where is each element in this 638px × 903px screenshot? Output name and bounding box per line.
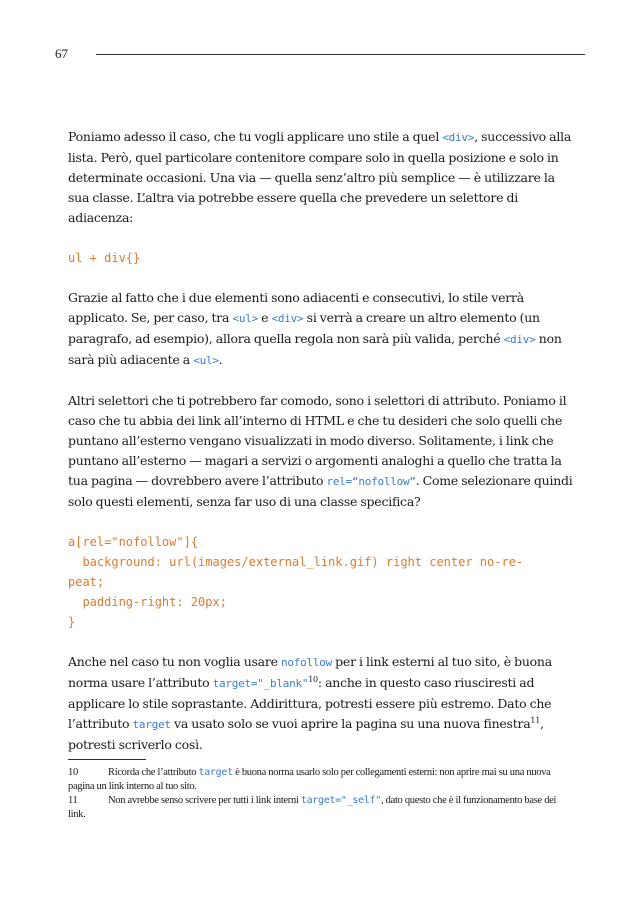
footnote-number: 10: [68, 767, 78, 778]
inline-code: rel=“nofollow”: [326, 475, 416, 488]
page-body: [68, 127, 573, 822]
inline-code: target="_blank": [212, 677, 309, 690]
footnote: 10 Ricorda che l’attributo target è buona norma usarlo solo per collegamenti esterni: non aprire mai su una nuova pagina un link interno al tuo sito.: [68, 767, 551, 792]
footnote-ref: 11: [530, 715, 541, 725]
inline-code: <div>: [271, 312, 304, 325]
inline-code: <div>: [442, 131, 475, 144]
inline-code: nofollow: [280, 656, 332, 669]
footnote-separator: [68, 759, 146, 760]
inline-code: <div>: [503, 333, 536, 346]
paragraph-adjacent-explanation: Grazie al fatto che i due elementi sono adiacenti e consecutivi, lo stile verrà applicato. Se, per caso, tra <ul> e <div> si verrà a creare un altro elemento (un paragrafo, ad esempio), allora quella regola non sarà più valida, perché <div> non sarà più adiacente a <ul>.: [68, 290, 562, 367]
page-number: 67: [55, 46, 68, 61]
footnotes: [68, 766, 573, 822]
footnote: 11 Non avrebbe senso scrivere per tutti i link interni target="_self", dato questo che è il funzionamento base dei link.: [68, 795, 557, 820]
paragraph-attribute-selectors: Altri selettori che ti potrebbero far comodo, sono i selettori di attributo. Poniamo il caso che tu abbia dei link all’interno di HTML e che tu desideri che solo quelli che puntano all’esterno vengano visualizzati in modo diverso. Solitamente, i link che puntano all’esterno — magari a servizi o argomenti analoghi a quello che tratta la tua pagina — dovrebbero avere l’attributo rel=“nofollow”. Come selezionare quindi solo questi elementi, senza far uso di una classe specifica?: [68, 393, 573, 509]
footnote-number: 11: [68, 795, 78, 806]
code-block-nofollow: a[rel="nofollow"]{ background: url(images/external_link.gif) right center no-re- peat; padding-right: 20px; }: [68, 535, 524, 629]
code-snippet-adjacent-selector: ul + div{}: [68, 251, 141, 265]
inline-code: <ul>: [193, 354, 219, 367]
footnote-ref: 10: [308, 674, 318, 684]
inline-code: target: [198, 767, 233, 778]
paragraph-adjacent-selector-intro: Poniamo adesso il caso, che tu vogli applicare uno stile a quel <div>, successivo alla lista. Però, quel particolare contenitore compare solo in quella posizione e solo in determinate occasioni. Una via — quella senz’altro più semplice — è utilizzare la sua classe. L’altra via potrebbe essere quella che prevedere un selettore di adiacenza:: [68, 129, 572, 225]
header-rule: [96, 54, 585, 55]
inline-code: <ul>: [232, 312, 258, 325]
page-header: [55, 44, 585, 64]
paragraph-target-attribute: Anche nel caso tu non voglia usare nofollow per i link esterni al tuo sito, è buona norma usare l’attributo target="_blank"$^{10}$: anche in questo caso riusciresti ad applicare lo stile soprastante. Addirittura, potresti essere più estremo. Dato che l’attributo target va usato solo se vuoi aprire la pagina su una nuova finestra$^{11}$, potresti scriverlo così.: [68, 654, 552, 752]
inline-code: target="_self": [300, 795, 381, 806]
inline-code: target: [132, 718, 171, 731]
